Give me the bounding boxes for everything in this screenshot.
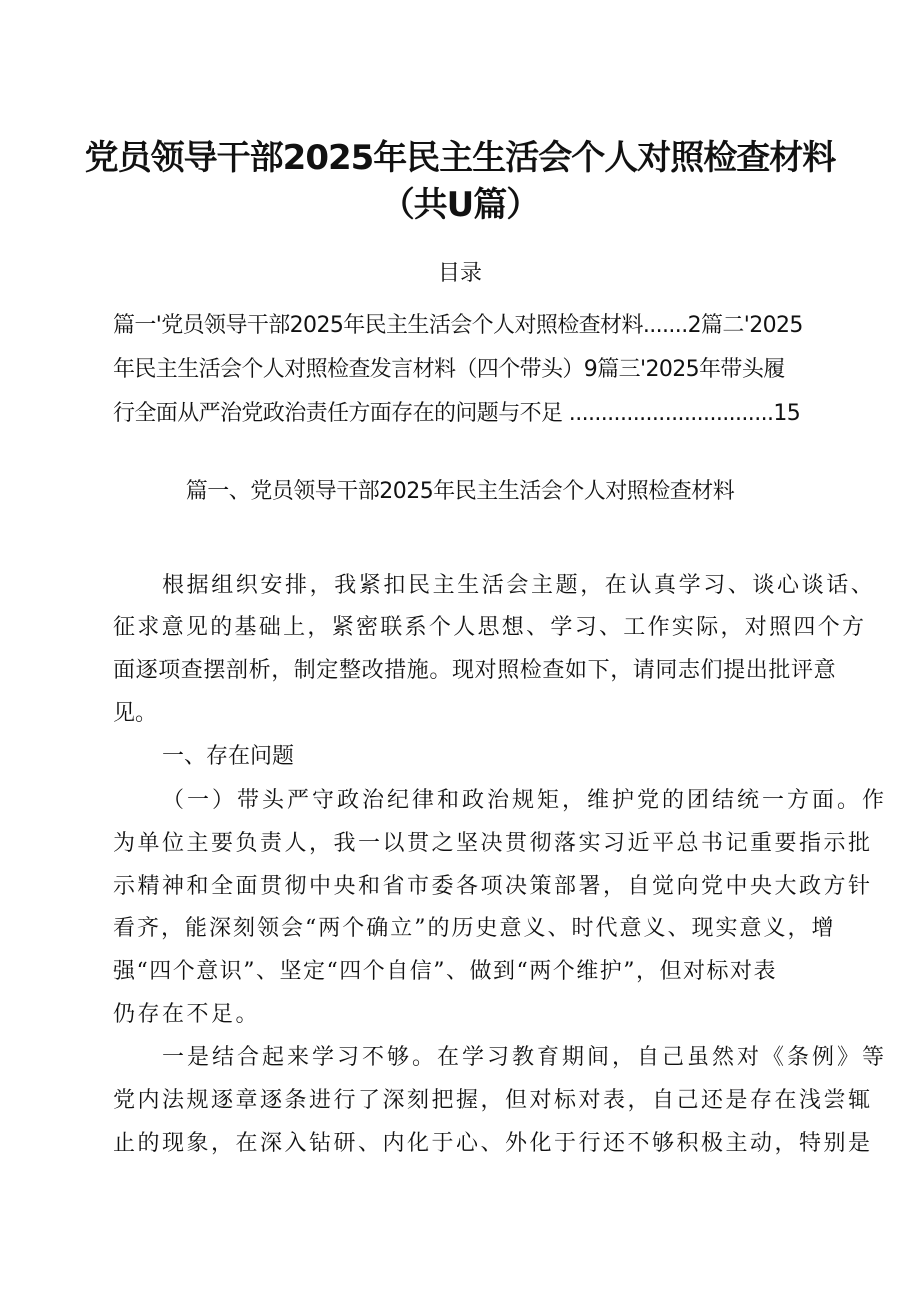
document-title-line-1: 党员领导干部2025年民主生活会个人对照检查材料 (84, 138, 836, 178)
paragraph-line: 面逐项查摆剖析，制定整改措施。现对照检查如下，请同志们提出批评意 (113, 658, 837, 683)
toc-line: 篇一'党员领导干部2025年民主生活会个人对照检查材料.......2篇二'2025 (113, 313, 803, 338)
paragraph-line: 征求意见的基础上，紧密联系个人思想、学习、工作实际，对照四个方 (113, 615, 867, 640)
paragraph-line: 见。 (113, 701, 158, 726)
section-heading: 一、存在问题 (162, 744, 295, 769)
paragraph-line: 示精神和全面贯彻中央和省市委各项决策部署，自觉向党中央大政方针 (113, 874, 873, 899)
paragraph-line: 止的现象，在深入钻研、内化于心、外化于行还不够积极主动，特别是 (113, 1131, 873, 1156)
paragraph-line: （一）带头严守政治纪律和政治规矩，维护党的团结统一方面。作 (162, 788, 888, 813)
paragraph-line: 为单位主要负责人，我一以贯之坚决贯彻落实习近平总书记重要指示批 (113, 831, 873, 856)
paragraph-line: 根据组织安排，我紧扣民主生活会主题，在认真学习、谈心谈话、 (162, 573, 876, 598)
paragraph-line: 看齐，能深刻领会“两个确立”的历史意义、时代意义、现实意义，增 (113, 916, 836, 941)
paragraph-line: 强“四个意识”、坚定“四个自信”、做到“两个维护”，但对标对表 (113, 959, 777, 984)
paragraph-line: 仍存在不足。 (113, 1002, 261, 1027)
toc-line: 年民主生活会个人对照检查发言材料（四个带头）9篇三'2025年带头履 (113, 357, 785, 382)
toc-line: 行全面从严治党政治责任方面存在的问题与不足 ................................15 (113, 401, 801, 426)
toc-heading: 目录 (437, 261, 482, 286)
paragraph-line: 一是结合起来学习不够。在学习教育期间，自己虽然对《条例》等 (162, 1045, 888, 1070)
section-title: 篇一、党员领导干部2025年民主生活会个人对照检查材料 (185, 479, 735, 504)
paragraph-line: 党内法规逐章逐条进行了深刻把握，但对标对表，自己还是存在浅尝辄 (113, 1088, 873, 1113)
document-title-line-2: （共U篇） (380, 185, 540, 225)
